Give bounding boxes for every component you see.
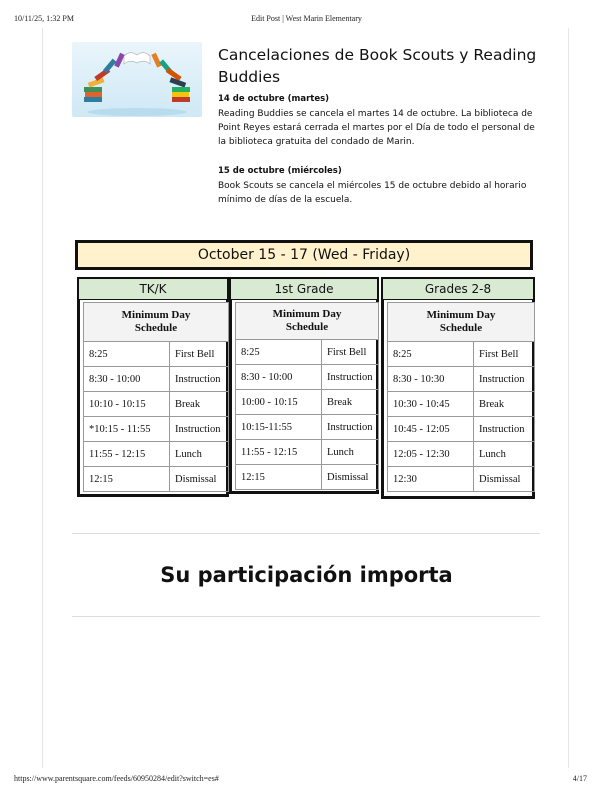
time-cell: 10:15-11:55	[236, 415, 322, 440]
activity-cell: Instruction	[474, 417, 535, 442]
schedule-column-2-8	[381, 300, 535, 499]
schedule-table	[83, 302, 229, 492]
books-arch-illustration	[72, 42, 202, 117]
activity-cell: First Bell	[322, 340, 379, 365]
time-cell: 10:45 - 12:05	[388, 417, 474, 442]
header-line: Minimum Day	[121, 309, 191, 321]
header-line: Minimum Day	[272, 308, 342, 320]
activity-cell: Break	[170, 392, 229, 417]
activity-cell: Break	[474, 392, 535, 417]
date-heading-oct-14: 14 de octubre (martes)	[218, 94, 330, 104]
print-datetime: 10/11/25, 1:32 PM	[14, 14, 74, 23]
time-cell: 10:10 - 10:15	[84, 392, 170, 417]
time-cell: 8:25	[388, 342, 474, 367]
activity-cell: Instruction	[322, 415, 379, 440]
paragraph-book-scouts	[218, 179, 540, 207]
frame-right-line	[568, 28, 569, 768]
activity-cell: Break	[322, 390, 379, 415]
time-cell: 10:30 - 10:45	[388, 392, 474, 417]
table-row	[84, 367, 229, 392]
article-title-line-2: Buddies	[218, 68, 281, 86]
section-heading: Su participación importa	[160, 563, 453, 587]
time-cell: 8:30 - 10:00	[84, 367, 170, 392]
paragraph-line: Reading Buddies se cancela el martes 14 de octubre. La biblioteca de	[218, 109, 533, 119]
time-cell: 11:55 - 12:15	[236, 440, 322, 465]
schedule-table	[235, 302, 379, 490]
paragraph-line: Point Reyes estará cerrada el martes por el Día de todo el personal de	[218, 123, 535, 133]
activity-cell: First Bell	[170, 342, 229, 367]
article-title	[218, 44, 538, 88]
grade-header-2-8: Grades 2-8	[381, 277, 535, 301]
schedule-column-1st	[229, 300, 379, 494]
grade-header-1st: 1st Grade	[229, 277, 379, 301]
table-row	[236, 440, 379, 465]
schedule-table	[387, 302, 535, 492]
table-row	[388, 442, 535, 467]
time-cell: 12:30	[388, 467, 474, 492]
table-row	[236, 365, 379, 390]
header-line: Schedule	[285, 321, 329, 333]
activity-cell: First Bell	[474, 342, 535, 367]
date-heading-oct-15: 15 de octubre (miércoles)	[218, 166, 342, 176]
section-divider-bottom	[72, 616, 540, 617]
activity-cell: Instruction	[474, 367, 535, 392]
table-row	[236, 465, 379, 490]
time-cell: 12:15	[84, 467, 170, 492]
frame-left-line	[42, 28, 43, 768]
print-page-number: 4/17	[572, 774, 587, 783]
activity-cell: Instruction	[322, 365, 379, 390]
table-row	[388, 367, 535, 392]
header-line: Minimum Day	[426, 309, 496, 321]
header-line: Schedule	[439, 322, 483, 334]
schedule-table-header	[236, 303, 379, 340]
activity-cell: Dismissal	[322, 465, 379, 490]
paragraph-line: mínimo de días de la escuela.	[218, 195, 353, 205]
time-cell: 12:05 - 12:30	[388, 442, 474, 467]
schedule-table-header	[388, 303, 535, 342]
table-row	[236, 390, 379, 415]
table-row	[388, 467, 535, 492]
time-cell: 10:00 - 10:15	[236, 390, 322, 415]
activity-cell: Dismissal	[170, 467, 229, 492]
paragraph-line: la biblioteca gratuita del condado de Marin.	[218, 137, 415, 147]
table-row	[236, 415, 379, 440]
table-row	[388, 342, 535, 367]
table-row	[388, 392, 535, 417]
time-cell: 12:15	[236, 465, 322, 490]
article-title-line-1: Cancelaciones de Book Scouts y Reading	[218, 46, 537, 64]
table-row	[388, 417, 535, 442]
time-cell: 8:25	[84, 342, 170, 367]
table-row	[84, 417, 229, 442]
table-row	[236, 340, 379, 365]
paragraph-line: Book Scouts se cancela el miércoles 15 de octubre debido al horario	[218, 181, 527, 191]
activity-cell: Instruction	[170, 367, 229, 392]
time-cell: 8:30 - 10:00	[236, 365, 322, 390]
table-row	[84, 392, 229, 417]
activity-cell: Lunch	[322, 440, 379, 465]
schedule-table-header	[84, 303, 229, 342]
time-cell: 11:55 - 12:15	[84, 442, 170, 467]
print-page-title: Edit Post | West Marin Elementary	[251, 14, 362, 23]
table-row	[84, 342, 229, 367]
table-row	[84, 467, 229, 492]
header-line: Schedule	[134, 322, 178, 334]
schedule-date-banner: October 15 - 17 (Wed - Friday)	[75, 240, 533, 270]
grade-header-tk-k: TK/K	[77, 277, 229, 301]
activity-cell: Dismissal	[474, 467, 535, 492]
paragraph-reading-buddies	[218, 107, 540, 149]
activity-cell: Lunch	[474, 442, 535, 467]
table-row	[84, 442, 229, 467]
activity-cell: Lunch	[170, 442, 229, 467]
time-cell: 8:30 - 10:30	[388, 367, 474, 392]
section-divider-top	[72, 533, 540, 534]
time-cell: *10:15 - 11:55	[84, 417, 170, 442]
print-url: https://www.parentsquare.com/feeds/60950284/edit?switch=es#	[14, 774, 219, 783]
time-cell: 8:25	[236, 340, 322, 365]
activity-cell: Instruction	[170, 417, 229, 442]
schedule-column-tk-k	[77, 300, 229, 497]
